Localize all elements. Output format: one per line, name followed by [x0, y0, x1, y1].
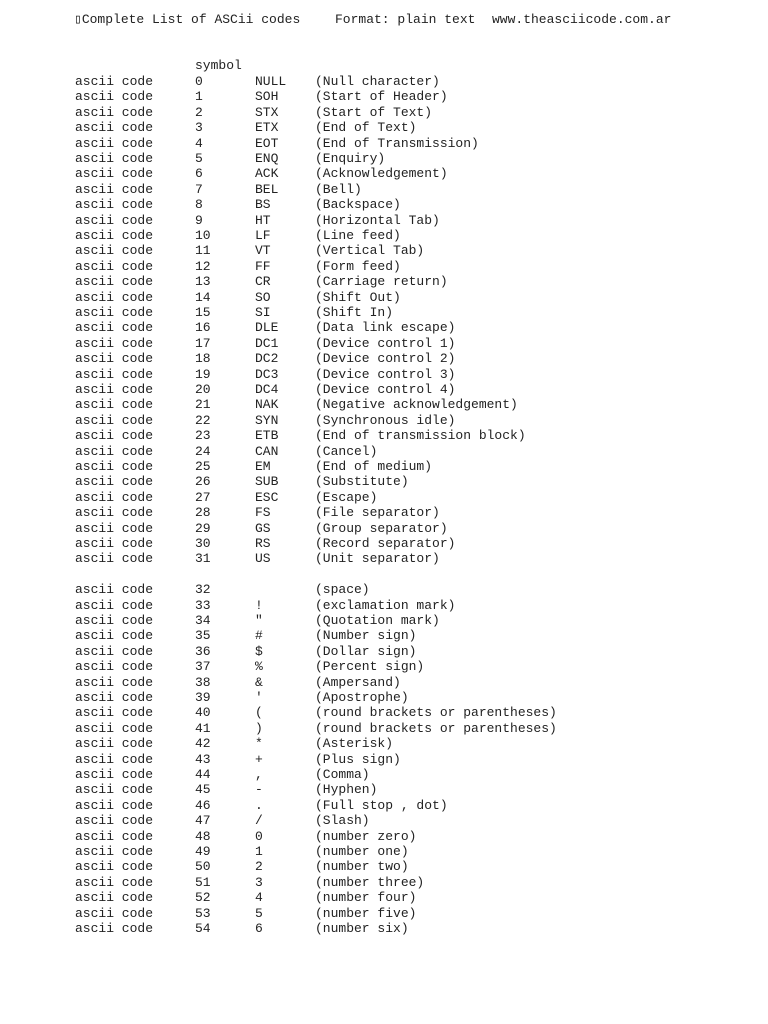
site-url: www.theasciicode.com.ar	[492, 12, 672, 27]
row-label: ascii code	[75, 520, 154, 536]
ascii-symbol: SOH	[255, 89, 279, 105]
ascii-symbol: FF	[255, 258, 271, 274]
ascii-symbol: FS	[255, 505, 271, 521]
ascii-code-value: 33	[195, 597, 211, 613]
ascii-code-value: 30	[195, 536, 211, 551]
ascii-code-value: 47	[195, 813, 211, 829]
ascii-code-value: 27	[195, 489, 211, 505]
ascii-description: (Dollar sign)	[315, 643, 417, 659]
ascii-symbol: CAN	[255, 443, 279, 459]
row-label: ascii code	[75, 382, 154, 397]
ascii-description: (Bell)	[315, 181, 362, 197]
row-label: ascii code	[75, 813, 154, 829]
ascii-description: (Vertical Tab)	[315, 243, 425, 259]
row-label: ascii code	[75, 120, 154, 136]
ascii-symbol: SUB	[255, 474, 279, 490]
row-label: ascii code	[75, 690, 154, 705]
ascii-symbol: STX	[255, 104, 279, 120]
row-label: ascii code	[75, 197, 154, 213]
ascii-code-value: 49	[195, 844, 211, 859]
ascii-description: (End of transmission block)	[315, 428, 526, 444]
ascii-code-value: 51	[195, 874, 211, 890]
ascii-code-value: 31	[195, 551, 211, 567]
ascii-description: (number five)	[315, 905, 417, 921]
ascii-description: (Start of Text)	[315, 104, 433, 120]
row-label: ascii code	[75, 628, 154, 644]
ascii-code-value: 17	[195, 335, 211, 351]
ascii-description: (Plus sign)	[315, 751, 401, 767]
ascii-code-value: 40	[195, 705, 211, 721]
ascii-symbol: 1	[255, 844, 263, 859]
ascii-symbol: "	[255, 613, 263, 628]
ascii-symbol: DC4	[255, 382, 279, 397]
ascii-description: (Full stop , dot)	[315, 797, 448, 813]
ascii-symbol: ETX	[255, 120, 279, 136]
ascii-code-value: 26	[195, 474, 211, 490]
ascii-description: (Slash)	[315, 813, 370, 829]
ascii-code-value: 24	[195, 443, 211, 459]
ascii-description: (number six)	[315, 921, 409, 936]
ascii-code-value: 41	[195, 720, 211, 736]
ascii-description: (space)	[315, 582, 370, 598]
ascii-code-value: 43	[195, 751, 211, 767]
document-title: ▯Complete List of ASCii codes	[74, 12, 301, 27]
row-label: ascii code	[75, 274, 154, 290]
ascii-code-value: 2	[195, 104, 203, 120]
ascii-description: (number one)	[315, 844, 409, 859]
ascii-symbol: DLE	[255, 320, 279, 336]
row-label: ascii code	[75, 874, 154, 890]
ascii-code-value: 44	[195, 767, 211, 782]
ascii-description: (Enquiry)	[315, 151, 386, 166]
ascii-code-value: 22	[195, 412, 211, 428]
ascii-symbol: SYN	[255, 412, 279, 428]
row-label: ascii code	[75, 320, 154, 336]
ascii-code-value: 8	[195, 197, 203, 213]
row-label: ascii code	[75, 844, 154, 859]
row-label: ascii code	[75, 305, 154, 320]
row-label: ascii code	[75, 243, 154, 259]
ascii-code-value: 32	[195, 582, 211, 598]
ascii-code-value: 1	[195, 89, 203, 105]
row-label: ascii code	[75, 166, 154, 182]
ascii-symbol: '	[255, 690, 263, 705]
ascii-symbol: SI	[255, 305, 271, 320]
ascii-code-value: 16	[195, 320, 211, 336]
ascii-description: (Null character)	[315, 74, 440, 89]
ascii-symbol: 2	[255, 859, 263, 875]
ascii-description: (Shift In)	[315, 305, 394, 320]
ascii-symbol: US	[255, 551, 271, 567]
ascii-code-value: 9	[195, 212, 203, 228]
ascii-symbol: &	[255, 674, 263, 690]
row-label: ascii code	[75, 459, 154, 474]
row-label: ascii code	[75, 258, 154, 274]
ascii-code-value: 20	[195, 382, 211, 397]
ascii-code-value: 23	[195, 428, 211, 444]
ascii-symbol: DC1	[255, 335, 279, 351]
ascii-description: (Carriage return)	[315, 274, 448, 290]
ascii-code-value: 37	[195, 659, 211, 675]
row-label: ascii code	[75, 104, 154, 120]
ascii-description: (Quotation mark)	[315, 613, 440, 628]
ascii-code-value: 0	[195, 74, 203, 89]
ascii-description: (Synchronous idle)	[315, 412, 456, 428]
ascii-code-value: 53	[195, 905, 211, 921]
ascii-code-value: 39	[195, 690, 211, 705]
ascii-description: (round brackets or parentheses)	[315, 705, 557, 721]
ascii-symbol: %	[255, 659, 263, 675]
ascii-symbol: VT	[255, 243, 271, 259]
row-label: ascii code	[75, 289, 154, 305]
ascii-description: (Acknowledgement)	[315, 166, 448, 182]
ascii-symbol: )	[255, 720, 263, 736]
ascii-symbol: SO	[255, 289, 271, 305]
ascii-symbol: HT	[255, 212, 271, 228]
ascii-symbol: 3	[255, 874, 263, 890]
row-label: ascii code	[75, 921, 154, 936]
ascii-code-value: 10	[195, 228, 211, 243]
ascii-code-value: 12	[195, 258, 211, 274]
row-label: ascii code	[75, 613, 154, 628]
ascii-description: (Number sign)	[315, 628, 417, 644]
ascii-symbol: 0	[255, 828, 263, 844]
ascii-description: (End of Text)	[315, 120, 417, 136]
row-label: ascii code	[75, 443, 154, 459]
ascii-description: (File separator)	[315, 505, 440, 521]
ascii-description: (Data link escape)	[315, 320, 456, 336]
ascii-symbol: 6	[255, 921, 263, 936]
ascii-description: (Negative acknowledgement)	[315, 397, 518, 413]
row-label: ascii code	[75, 597, 154, 613]
ascii-code-value: 29	[195, 520, 211, 536]
row-label: ascii code	[75, 412, 154, 428]
ascii-symbol: BS	[255, 197, 271, 213]
ascii-code-value: 18	[195, 351, 211, 367]
ascii-symbol: NULL	[255, 74, 287, 89]
ascii-symbol: EOT	[255, 135, 279, 151]
ascii-code-value: 28	[195, 505, 211, 521]
row-label: ascii code	[75, 151, 154, 166]
ascii-description: (Unit separator)	[315, 551, 440, 567]
row-label: ascii code	[75, 89, 154, 105]
ascii-code-value: 42	[195, 736, 211, 752]
ascii-symbol: 5	[255, 905, 263, 921]
ascii-code-value: 13	[195, 274, 211, 290]
row-label: ascii code	[75, 397, 154, 413]
row-label: ascii code	[75, 351, 154, 367]
row-label: ascii code	[75, 736, 154, 752]
ascii-description: (round brackets or parentheses)	[315, 720, 557, 736]
ascii-symbol: #	[255, 628, 263, 644]
ascii-description: (Ampersand)	[315, 674, 401, 690]
ascii-symbol: .	[255, 797, 263, 813]
ascii-symbol: ,	[255, 767, 263, 782]
row-label: ascii code	[75, 890, 154, 906]
ascii-symbol: DC3	[255, 366, 279, 382]
ascii-symbol: (	[255, 705, 263, 721]
ascii-description: (Apostrophe)	[315, 690, 409, 705]
ascii-code-value: 7	[195, 181, 203, 197]
ascii-description: (Asterisk)	[315, 736, 394, 752]
ascii-description: (number zero)	[315, 828, 417, 844]
ascii-code-value: 5	[195, 151, 203, 166]
ascii-description: (Escape)	[315, 489, 378, 505]
ascii-description: (exclamation mark)	[315, 597, 456, 613]
ascii-description: (number four)	[315, 890, 417, 906]
ascii-symbol: *	[255, 736, 263, 752]
ascii-description: (Percent sign)	[315, 659, 425, 675]
ascii-description: (Substitute)	[315, 474, 409, 490]
ascii-code-value: 34	[195, 613, 211, 628]
row-label: ascii code	[75, 366, 154, 382]
ascii-code-value: 4	[195, 135, 203, 151]
ascii-symbol: 4	[255, 890, 263, 906]
ascii-description: (Group separator)	[315, 520, 448, 536]
ascii-description: (Record separator)	[315, 536, 456, 551]
ascii-description: (Cancel)	[315, 443, 378, 459]
row-label: ascii code	[75, 551, 154, 567]
row-label: ascii code	[75, 474, 154, 490]
ascii-symbol: +	[255, 751, 263, 767]
ascii-description: (number three)	[315, 874, 425, 890]
ascii-description: (Backspace)	[315, 197, 401, 213]
ascii-symbol: DC2	[255, 351, 279, 367]
row-label: ascii code	[75, 720, 154, 736]
row-label: ascii code	[75, 335, 154, 351]
ascii-code-value: 14	[195, 289, 211, 305]
row-label: ascii code	[75, 489, 154, 505]
ascii-symbol: GS	[255, 520, 271, 536]
ascii-code-value: 15	[195, 305, 211, 320]
row-label: ascii code	[75, 505, 154, 521]
ascii-description: (Line feed)	[315, 228, 401, 243]
ascii-description: (Horizontal Tab)	[315, 212, 440, 228]
ascii-symbol: /	[255, 813, 263, 829]
row-label: ascii code	[75, 135, 154, 151]
ascii-description: (Comma)	[315, 767, 370, 782]
ascii-code-value: 36	[195, 643, 211, 659]
row-label: ascii code	[75, 212, 154, 228]
ascii-code-value: 54	[195, 921, 211, 936]
ascii-code-value: 3	[195, 120, 203, 136]
ascii-code-value: 46	[195, 797, 211, 813]
ascii-code-value: 48	[195, 828, 211, 844]
ascii-symbol: LF	[255, 228, 271, 243]
ascii-symbol: ETB	[255, 428, 279, 444]
ascii-description: (Device control 4)	[315, 382, 456, 397]
row-label: ascii code	[75, 536, 154, 551]
row-label: ascii code	[75, 643, 154, 659]
ascii-description: (Device control 1)	[315, 335, 456, 351]
ascii-code-value: 6	[195, 166, 203, 182]
ascii-symbol: ENQ	[255, 151, 279, 166]
row-label: ascii code	[75, 582, 154, 598]
row-label: ascii code	[75, 705, 154, 721]
row-label: ascii code	[75, 181, 154, 197]
ascii-symbol: ACK	[255, 166, 279, 182]
ascii-code-value: 25	[195, 459, 211, 474]
ascii-symbol: ESC	[255, 489, 279, 505]
row-label: ascii code	[75, 828, 154, 844]
ascii-description: (End of Transmission)	[315, 135, 479, 151]
row-label: ascii code	[75, 74, 154, 89]
ascii-code-value: 21	[195, 397, 211, 413]
ascii-code-value: 38	[195, 674, 211, 690]
row-label: ascii code	[75, 905, 154, 921]
symbol-column-heading: symbol	[195, 58, 242, 73]
ascii-symbol: !	[255, 597, 263, 613]
ascii-symbol: BEL	[255, 181, 279, 197]
ascii-description: (Device control 3)	[315, 366, 456, 382]
ascii-symbol: CR	[255, 274, 271, 290]
ascii-symbol: NAK	[255, 397, 279, 413]
format-label: Format: plain text	[335, 12, 476, 27]
row-label: ascii code	[75, 797, 154, 813]
row-label: ascii code	[75, 782, 154, 798]
ascii-description: (Device control 2)	[315, 351, 456, 367]
ascii-symbol: $	[255, 643, 263, 659]
row-label: ascii code	[75, 659, 154, 675]
ascii-description: (End of medium)	[315, 459, 433, 474]
ascii-symbol: RS	[255, 536, 271, 551]
ascii-code-value: 52	[195, 890, 211, 906]
ascii-symbol: EM	[255, 459, 271, 474]
ascii-symbol: -	[255, 782, 263, 798]
ascii-description: (Start of Header)	[315, 89, 448, 105]
ascii-description: (Shift Out)	[315, 289, 401, 305]
row-label: ascii code	[75, 674, 154, 690]
ascii-code-value: 19	[195, 366, 211, 382]
ascii-code-value: 50	[195, 859, 211, 875]
ascii-description: (Hyphen)	[315, 782, 378, 798]
ascii-description: (Form feed)	[315, 258, 401, 274]
row-label: ascii code	[75, 751, 154, 767]
ascii-code-value: 11	[195, 243, 211, 259]
ascii-code-value: 45	[195, 782, 211, 798]
ascii-description: (number two)	[315, 859, 409, 875]
ascii-code-value: 35	[195, 628, 211, 644]
row-label: ascii code	[75, 428, 154, 444]
row-label: ascii code	[75, 767, 154, 782]
row-label: ascii code	[75, 859, 154, 875]
row-label: ascii code	[75, 228, 154, 243]
